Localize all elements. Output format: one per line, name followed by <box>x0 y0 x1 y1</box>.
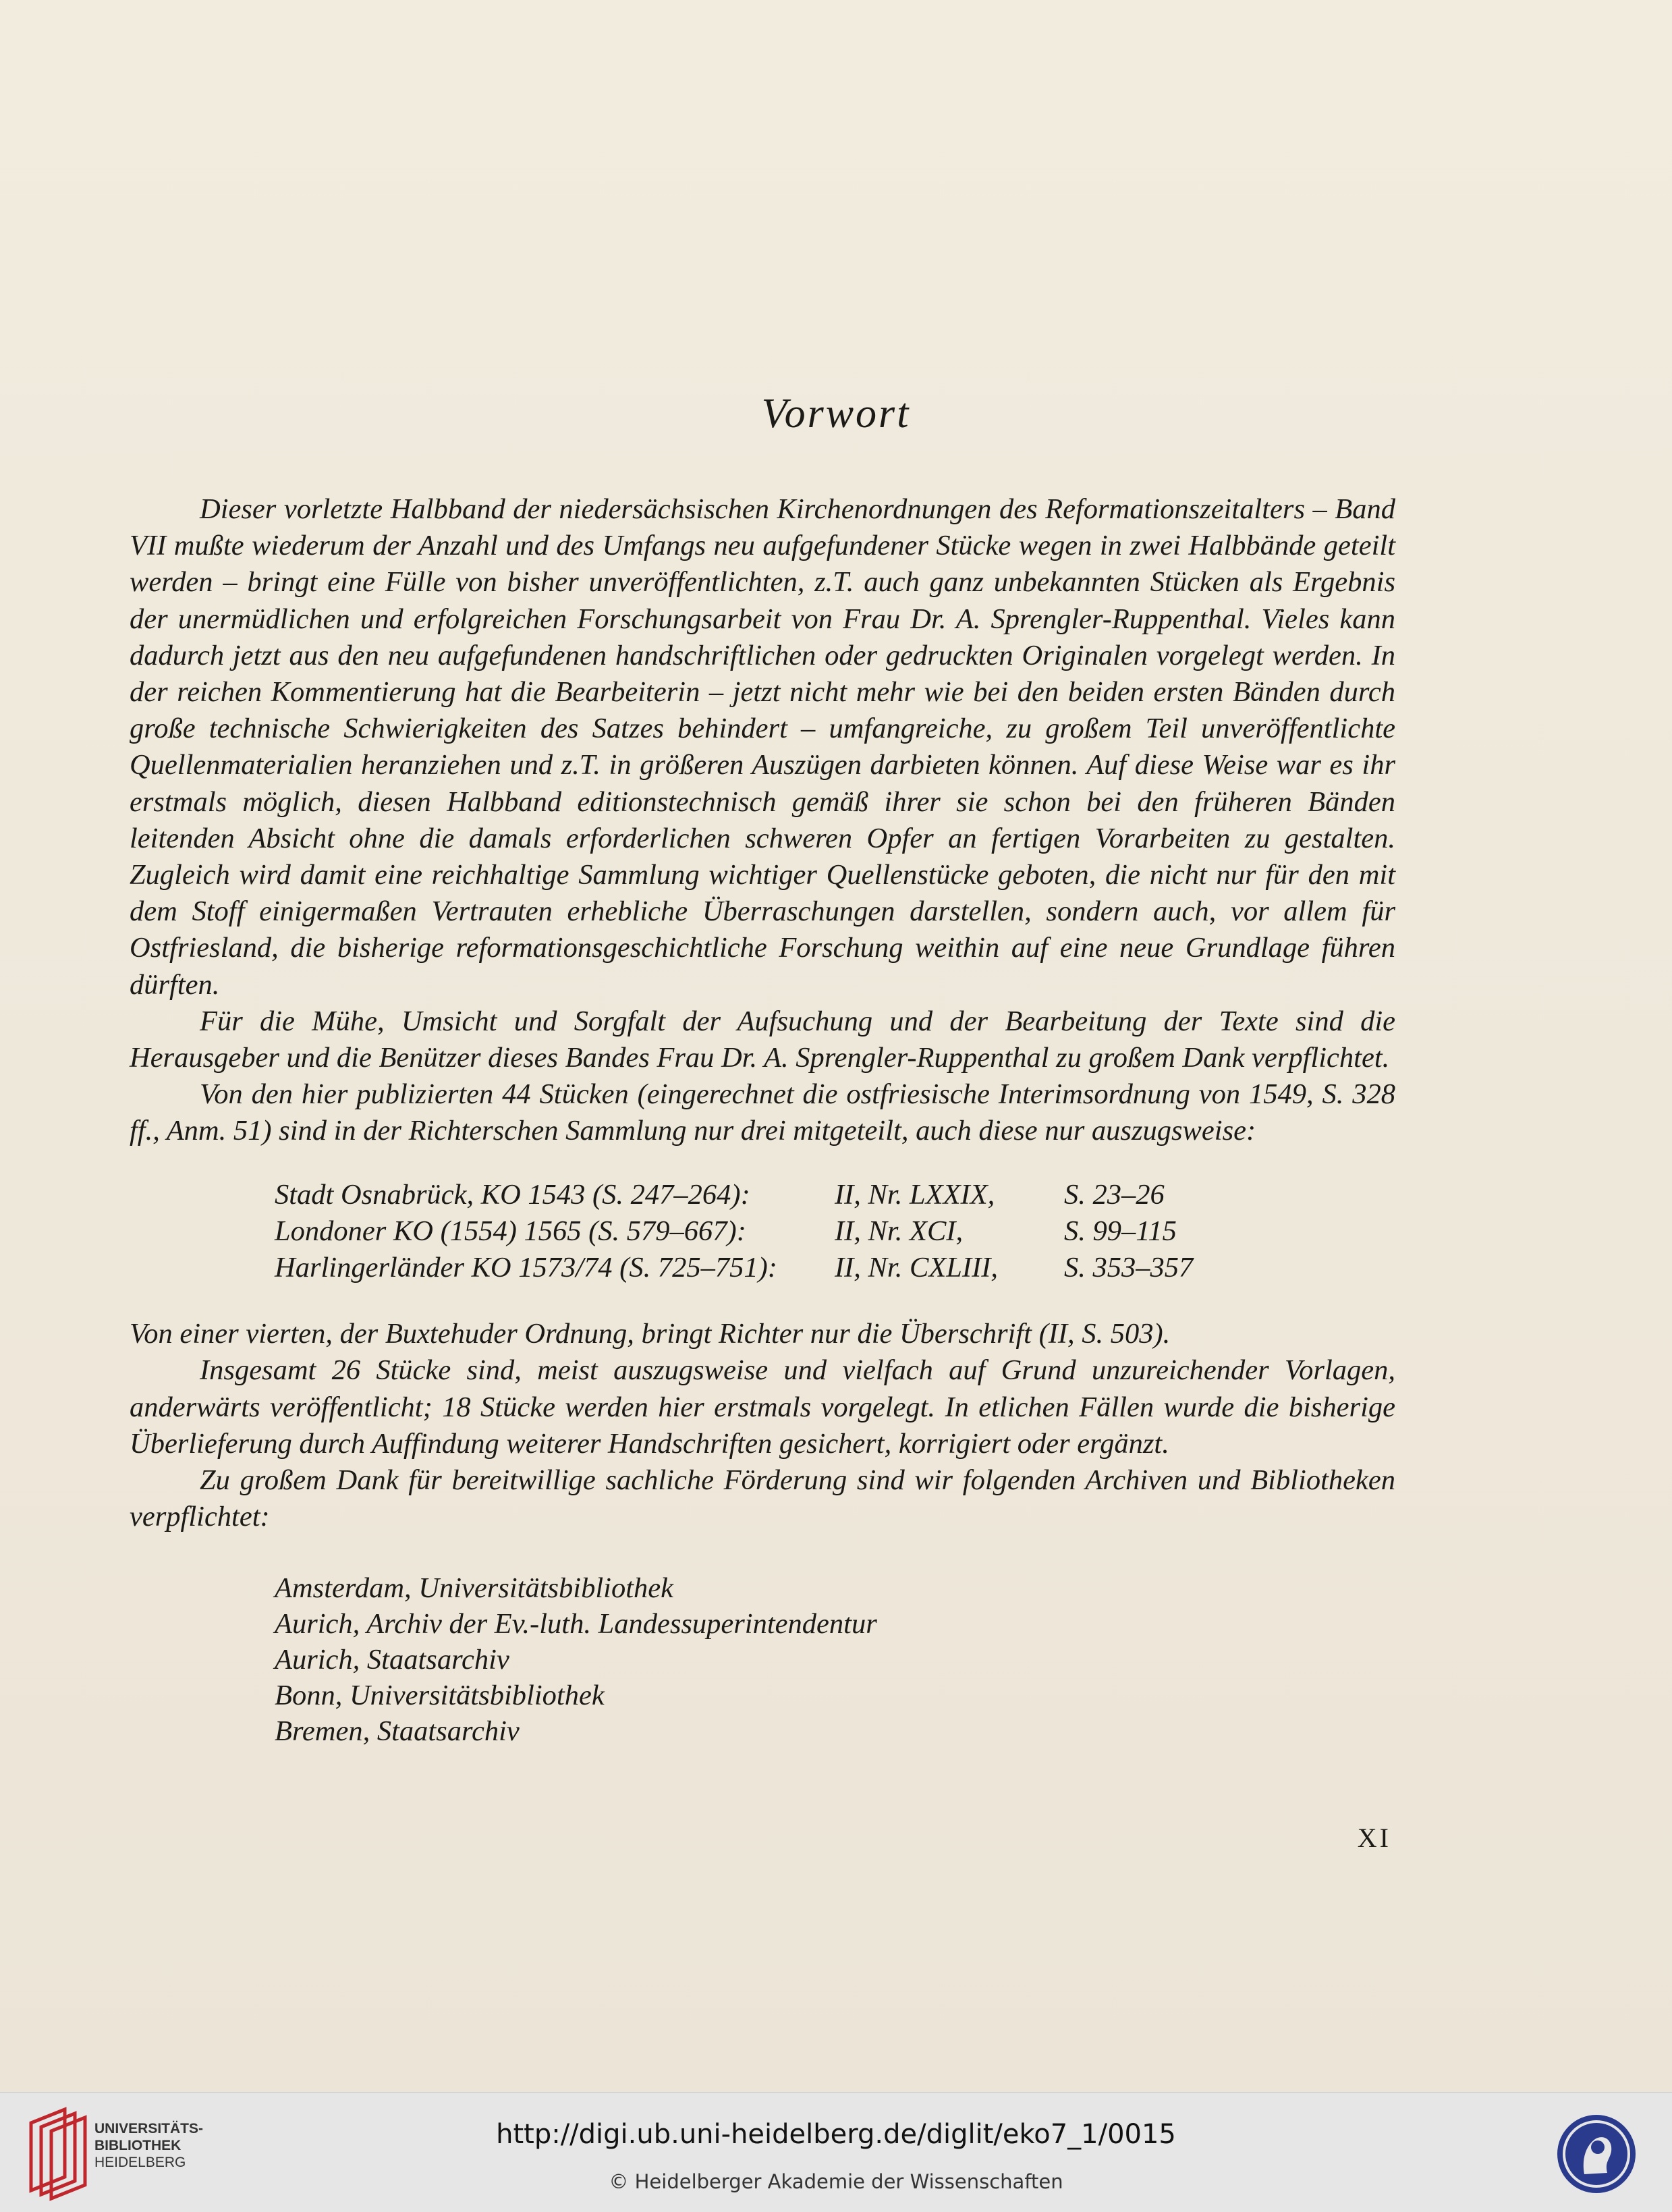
paragraph-1: Dieser vorletzte Halbband der niedersächsischen Kirchenordnungen des Reformationszeitalters – Band VII mußte wiederum der Anzahl und des Umfangs neu aufgefundener Stücke wegen in zwei Halbbände geteilt werden – bringt eine Fülle von bisher unveröffentlichten, z.T. auch ganz unbekannten Stücken als Ergebnis der unermüdlichen und erfolgreichen Forschungsarbeit von Frau Dr. A. Sprengler-Ruppenthal. Vieles kann dadurch jetzt aus den neu aufgefundenen handschriftlichen oder gedruckten Originalen vorgelegt werden. In der reichen Kommentierung hat die Bearbeiterin – jetzt nicht mehr wie bei den beiden ersten Bänden durch große technische Schwierigkeiten des Satzes behindert – umfangreiche, zu großem Teil unveröffentlichte Quellenmaterialien heranziehen und z.T. in größeren Auszügen darbieten können. Auf diese Weise war es ihr erstmals möglich, diesen Halbband editionstechnisch gemäß ihrer sie schon bei den früheren Bänden leitenden Absicht ohne die damals erforderlichen schweren Opfer an fertigen Vorarbeiten zu gestalten. Zugleich wird damit eine reichhaltige Sammlung wichtiger Quellenstücke geboten, die nicht nur für den mit dem Stoff einigermaßen Vertrauten erhebliche Überraschungen darstellen, sondern auch, vor allem für Ostfriesland, die bisherige reformationsgeschichtliche Forschung weithin auf eine neue Grundlage führen dürften. <box>130 493 1395 1001</box>
permalink-url[interactable]: http://digi.ub.uni-heidelberg.de/diglit/eko7_1/0015 <box>496 2119 1176 2150</box>
reference-source: Stadt Osnabrück, KO 1543 (S. 247–264): <box>275 1178 750 1211</box>
reference-source: Harlingerländer KO 1573/74 (S. 725–751): <box>275 1252 777 1284</box>
reference-pages: S. 353–357 <box>1064 1252 1194 1284</box>
archive-item: Bremen, Staatsarchiv <box>275 1715 520 1748</box>
reference-richter: II, Nr. LXXIX, <box>835 1178 995 1211</box>
reference-row <box>275 1213 1395 1250</box>
library-logo-text: UNIVERSITÄTS- BIBLIOTHEK HEIDELBERG <box>94 2121 204 2170</box>
page-number: XI <box>1357 1823 1391 1853</box>
reference-row <box>275 1250 1395 1286</box>
preface-text <box>130 491 1395 1749</box>
reference-pages: S. 99–115 <box>1064 1215 1177 1247</box>
reference-richter: II, Nr. CXLIII, <box>835 1252 999 1284</box>
paragraph-3: Von den hier publizierten 44 Stücken (eingerechnet die ostfriesische Interimsordnung von 1549, S. 328 ff., Anm. 51) sind in der Richterschen Sammlung nur drei mitgeteilt, auch diese nur auszugsweise: <box>130 1078 1395 1147</box>
reference-row <box>275 1177 1395 1213</box>
archive-item: Aurich, Staatsarchiv <box>275 1644 509 1676</box>
paragraph-6: Zu großem Dank für bereitwillige sachliche Förderung sind wir folgenden Archiven und Bibliotheken verpflichtet: <box>130 1464 1395 1533</box>
archive-item: Aurich, Archiv der Ev.-luth. Landessuperintendentur <box>275 1608 877 1640</box>
archive-list <box>275 1570 1395 1749</box>
archive-item: Bonn, Universitätsbibliothek <box>275 1680 605 1712</box>
reference-pages: S. 23–26 <box>1064 1178 1165 1211</box>
paragraph-4: Von einer vierten, der Buxtehuder Ordnung, bringt Richter nur die Überschrift (II, S. 503). <box>130 1318 1171 1350</box>
page-title: Vorwort <box>761 391 911 437</box>
paragraph-2: Für die Mühe, Umsicht und Sorgfalt der Aufsuchung und der Bearbeitung der Texte sind die Herausgeber und die Benützer dieses Bandes Frau Dr. A. Sprengler-Ruppenthal zu großem Dank verpflichtet. <box>130 1005 1395 1074</box>
archive-item: Amsterdam, Universitätsbibliothek <box>275 1572 673 1605</box>
richter-references <box>275 1177 1395 1287</box>
paragraph-5: Insgesamt 26 Stücke sind, meist auszugsweise und vielfach auf Grund unzureichender Vorlagen, anderwärts veröffentlicht; 18 Stücke werden hier erstmals vorgelegt. In etlichen Fällen wurde die bisherige Überlieferung durch Auffindung weiterer Handschriften gesichert, korrigiert oder ergänzt. <box>130 1354 1395 1460</box>
reference-source: Londoner KO (1554) 1565 (S. 579–667): <box>275 1215 746 1247</box>
academy-seal-icon[interactable] <box>1555 2112 1638 2196</box>
reference-richter: II, Nr. XCI, <box>835 1215 964 1247</box>
copyright-notice: © Heidelberger Akademie der Wissenschaften <box>609 2170 1063 2193</box>
footer-bar <box>0 2092 1672 2212</box>
